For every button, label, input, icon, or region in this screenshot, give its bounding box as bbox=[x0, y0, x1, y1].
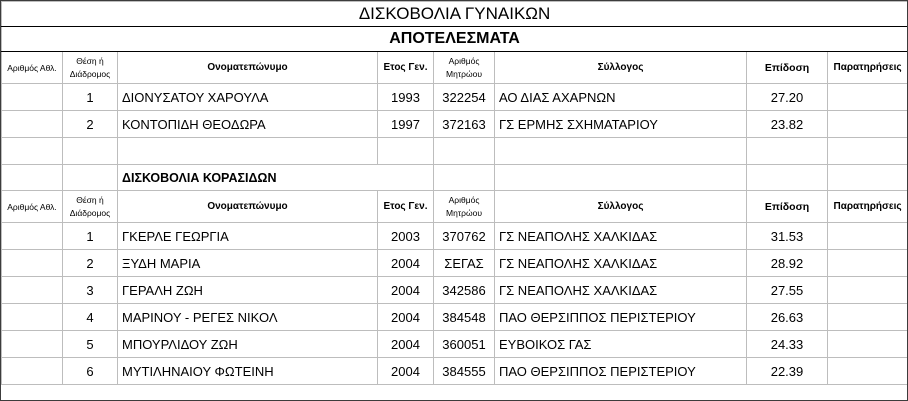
cell-remarks[interactable] bbox=[828, 250, 908, 277]
table-row bbox=[2, 304, 908, 331]
cell-position[interactable]: 4 bbox=[63, 304, 118, 331]
cell-registry[interactable]: 372163 bbox=[434, 111, 495, 138]
cell-position[interactable]: 5 bbox=[63, 331, 118, 358]
header-birth-year[interactable]: Ετος Γεν. bbox=[378, 52, 434, 84]
cell-birth-year[interactable]: 1993 bbox=[378, 84, 434, 111]
cell-club[interactable]: ΑΟ ΔΙΑΣ ΑΧΑΡΝΩΝ bbox=[495, 84, 747, 111]
cell-name[interactable]: ΜΠΟΥΡΛΙΔΟΥ ΖΩΗ bbox=[118, 331, 378, 358]
cell-club[interactable]: ΓΣ ΕΡΜΗΣ ΣΧΗΜΑΤΑΡΙΟΥ bbox=[495, 111, 747, 138]
cell-performance[interactable]: 24.33 bbox=[747, 331, 828, 358]
cell-name[interactable]: ΔΙΟΝΥΣΑΤΟΥ ΧΑΡΟΥΛΑ bbox=[118, 84, 378, 111]
header-position[interactable] bbox=[63, 52, 118, 84]
cell-remarks[interactable] bbox=[828, 358, 908, 385]
empty-cell[interactable] bbox=[2, 138, 63, 165]
cell-athlete-number[interactable] bbox=[2, 84, 63, 111]
header-athlete-number[interactable]: Αριθμός Αθλ. bbox=[2, 52, 63, 84]
empty-cell[interactable] bbox=[747, 165, 828, 191]
empty-cell[interactable] bbox=[118, 138, 378, 165]
table-row bbox=[2, 277, 908, 304]
page-subtitle[interactable]: ΑΠΟΤΕΛΕΣΜΑΤΑ bbox=[2, 27, 908, 52]
header-position-line2: Διάδρομος bbox=[69, 68, 111, 79]
cell-athlete-number[interactable] bbox=[2, 304, 63, 331]
cell-club[interactable]: ΓΣ ΝΕΑΠΟΛΗΣ ΧΑΛΚΙΔΑΣ bbox=[495, 277, 747, 304]
table-row bbox=[2, 111, 908, 138]
empty-cell[interactable] bbox=[747, 138, 828, 165]
header-registry[interactable] bbox=[434, 191, 495, 223]
empty-cell[interactable] bbox=[63, 165, 118, 191]
header-position-line1: Θέση ή bbox=[76, 55, 104, 66]
cell-registry[interactable]: 322254 bbox=[434, 84, 495, 111]
cell-name[interactable]: ΜΥΤΙΛΗΝΑΙΟΥ ΦΩΤΕΙΝΗ bbox=[118, 358, 378, 385]
empty-cell[interactable] bbox=[495, 138, 747, 165]
cell-club[interactable]: ΠΑΟ ΘΕΡΣΙΠΠΟΣ ΠΕΡΙΣΤΕΡΙΟΥ bbox=[495, 304, 747, 331]
empty-cell[interactable] bbox=[378, 138, 434, 165]
cell-athlete-number[interactable] bbox=[2, 277, 63, 304]
cell-performance[interactable]: 22.39 bbox=[747, 358, 828, 385]
cell-performance[interactable]: 27.55 bbox=[747, 277, 828, 304]
cell-performance[interactable]: 23.82 bbox=[747, 111, 828, 138]
cell-birth-year[interactable]: 2004 bbox=[378, 277, 434, 304]
cell-birth-year[interactable]: 1997 bbox=[378, 111, 434, 138]
cell-remarks[interactable] bbox=[828, 277, 908, 304]
header-birth-year[interactable]: Ετος Γεν. bbox=[378, 191, 434, 223]
cell-registry[interactable]: 384555 bbox=[434, 358, 495, 385]
empty-cell[interactable] bbox=[434, 138, 495, 165]
cell-name[interactable]: ΚΟΝΤΟΠΙΔΗ ΘΕΟΔΩΡΑ bbox=[118, 111, 378, 138]
empty-cell[interactable] bbox=[828, 165, 908, 191]
table-row bbox=[2, 250, 908, 277]
subtitle-row bbox=[2, 27, 908, 52]
header-registry-line1: Αριθμός bbox=[448, 194, 480, 205]
cell-registry[interactable]: ΣΕΓΑΣ bbox=[434, 250, 495, 277]
header-registry[interactable] bbox=[434, 52, 495, 84]
cell-remarks[interactable] bbox=[828, 304, 908, 331]
header-remarks[interactable]: Παρατηρήσεις bbox=[828, 52, 908, 84]
cell-athlete-number[interactable] bbox=[2, 223, 63, 250]
cell-performance[interactable]: 31.53 bbox=[747, 223, 828, 250]
title-row bbox=[2, 2, 908, 27]
cell-position[interactable]: 1 bbox=[63, 223, 118, 250]
cell-remarks[interactable] bbox=[828, 223, 908, 250]
cell-position[interactable]: 3 bbox=[63, 277, 118, 304]
cell-registry[interactable]: 370762 bbox=[434, 223, 495, 250]
cell-birth-year[interactable]: 2004 bbox=[378, 250, 434, 277]
cell-club[interactable]: ΓΣ ΝΕΑΠΟΛΗΣ ΧΑΛΚΙΔΑΣ bbox=[495, 250, 747, 277]
empty-cell[interactable] bbox=[2, 165, 63, 191]
empty-cell[interactable] bbox=[828, 138, 908, 165]
header-performance[interactable]: Επίδοση bbox=[747, 52, 828, 84]
header-row bbox=[2, 191, 908, 223]
header-name[interactable]: Ονοματεπώνυμο bbox=[118, 52, 378, 84]
header-performance[interactable]: Επίδοση bbox=[747, 191, 828, 223]
header-club[interactable]: Σύλλογος bbox=[495, 52, 747, 84]
cell-birth-year[interactable]: 2004 bbox=[378, 304, 434, 331]
cell-athlete-number[interactable] bbox=[2, 250, 63, 277]
cell-remarks[interactable] bbox=[828, 111, 908, 138]
cell-name[interactable]: ΓΕΡΑΛΗ ΖΩΗ bbox=[118, 277, 378, 304]
header-position-line1: Θέση ή bbox=[76, 194, 104, 205]
cell-performance[interactable]: 28.92 bbox=[747, 250, 828, 277]
table-row bbox=[2, 331, 908, 358]
cell-athlete-number[interactable] bbox=[2, 111, 63, 138]
header-position-line2: Διάδρομος bbox=[69, 207, 111, 218]
cell-position[interactable]: 2 bbox=[63, 250, 118, 277]
cell-birth-year[interactable]: 2003 bbox=[378, 223, 434, 250]
cell-birth-year[interactable]: 2004 bbox=[378, 358, 434, 385]
cell-remarks[interactable] bbox=[828, 84, 908, 111]
cell-position[interactable]: 6 bbox=[63, 358, 118, 385]
empty-cell[interactable] bbox=[434, 165, 495, 191]
cell-athlete-number[interactable] bbox=[2, 358, 63, 385]
table-row bbox=[2, 84, 908, 111]
section-title[interactable]: ΔΙΣΚΟΒΟΛΙΑ ΚΟΡΑΣΙΔΩΝ bbox=[118, 165, 434, 191]
section-title-row bbox=[2, 165, 908, 191]
cell-registry[interactable]: 384548 bbox=[434, 304, 495, 331]
cell-registry[interactable]: 342586 bbox=[434, 277, 495, 304]
header-name[interactable]: Ονοματεπώνυμο bbox=[118, 191, 378, 223]
header-athlete-number[interactable]: Αριθμός Αθλ. bbox=[2, 191, 63, 223]
cell-name[interactable]: ΞΥΔΗ ΜΑΡΙΑ bbox=[118, 250, 378, 277]
table-row bbox=[2, 358, 908, 385]
cell-birth-year[interactable]: 2004 bbox=[378, 331, 434, 358]
table-row bbox=[2, 223, 908, 250]
cell-name[interactable]: ΓΚΕΡΛΕ ΓΕΩΡΓΙΑ bbox=[118, 223, 378, 250]
cell-club[interactable]: ΓΣ ΝΕΑΠΟΛΗΣ ΧΑΛΚΙΔΑΣ bbox=[495, 223, 747, 250]
cell-name[interactable]: ΜΑΡΙΝΟΥ - ΡΕΓΕΣ ΝΙΚΟΛ bbox=[118, 304, 378, 331]
empty-cell[interactable] bbox=[63, 138, 118, 165]
cell-athlete-number[interactable] bbox=[2, 331, 63, 358]
cell-club[interactable]: ΠΑΟ ΘΕΡΣΙΠΠΟΣ ΠΕΡΙΣΤΕΡΙΟΥ bbox=[495, 358, 747, 385]
header-registry-line2: Μητρώου bbox=[445, 68, 482, 79]
header-row bbox=[2, 52, 908, 84]
cell-performance[interactable]: 27.20 bbox=[747, 84, 828, 111]
results-table bbox=[1, 1, 908, 385]
page-title[interactable]: ΔΙΣΚΟΒΟΛΙΑ ΓΥΝΑΙΚΩΝ bbox=[2, 2, 908, 27]
cell-performance[interactable]: 26.63 bbox=[747, 304, 828, 331]
blank-row bbox=[2, 138, 908, 165]
header-registry-line1: Αριθμός bbox=[448, 55, 480, 66]
header-remarks[interactable]: Παρατηρήσεις bbox=[828, 191, 908, 223]
header-registry-line2: Μητρώου bbox=[445, 207, 482, 218]
cell-registry[interactable]: 360051 bbox=[434, 331, 495, 358]
cell-club[interactable]: ΕΥΒΟΙΚΟΣ ΓΑΣ bbox=[495, 331, 747, 358]
header-club[interactable]: Σύλλογος bbox=[495, 191, 747, 223]
cell-position[interactable]: 1 bbox=[63, 84, 118, 111]
header-position[interactable] bbox=[63, 191, 118, 223]
cell-position[interactable]: 2 bbox=[63, 111, 118, 138]
empty-cell[interactable] bbox=[495, 165, 747, 191]
cell-remarks[interactable] bbox=[828, 331, 908, 358]
